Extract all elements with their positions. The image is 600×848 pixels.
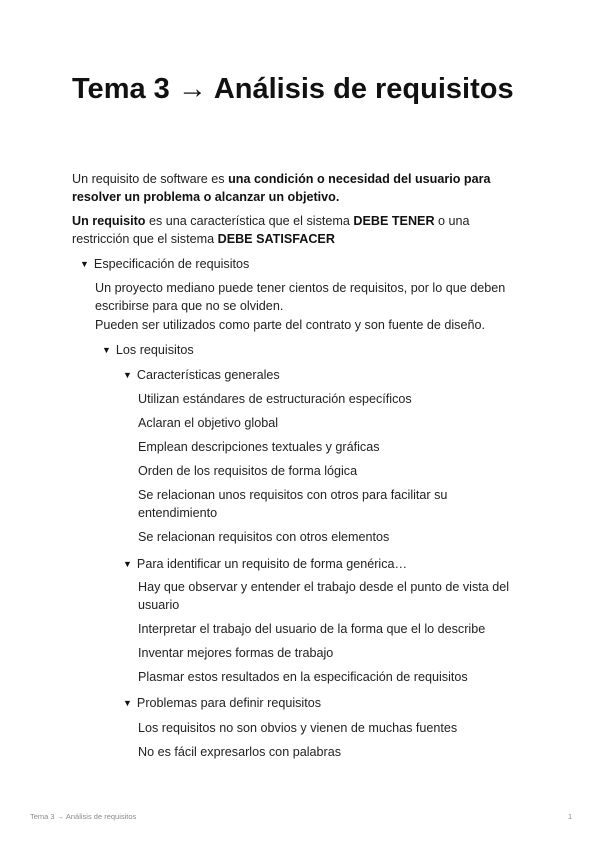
list-item: Hay que observar y entender el trabajo desde el punto de vista del usuario	[138, 580, 510, 612]
footer-title: Tema 3 → Análisis de requisitos	[30, 812, 137, 821]
toggle-problemas-definir[interactable]	[123, 694, 321, 712]
intro-bold: una condición o necesidad del usuario para resolver un problema o alcanzar un objetivo.	[72, 172, 491, 204]
toggle-label: Características generales	[136, 368, 280, 382]
list-item: Los requisitos no son obvios y vienen de muchas fuentes	[138, 721, 458, 735]
page-title: Tema 3 → Análisis de requisitos	[72, 73, 514, 105]
list-item: Emplean descripciones textuales y gráficas	[138, 440, 380, 454]
list-item: Orden de los requisitos de forma lógica	[138, 464, 358, 478]
toggle-identificar-requisito[interactable]	[123, 555, 407, 573]
intro-bold-debe-satisfacer: DEBE SATISFACER	[217, 232, 335, 246]
list-item: Se relacionan requisitos con otros elementos	[138, 530, 390, 544]
list-item: Aclaran el objetivo global	[138, 416, 279, 430]
intro-text: Un requisito de software es	[72, 172, 229, 186]
intro-paragraph-2	[72, 212, 502, 248]
toggle-label: Especificación de requisitos	[93, 257, 250, 271]
toggle-los-requisitos[interactable]	[102, 341, 194, 359]
toggle-especificacion[interactable]	[80, 255, 249, 273]
footer-page-number: 1	[568, 812, 573, 821]
intro-text-2: es una característica que el sistema	[145, 214, 354, 228]
triangle-down-icon[interactable]: ▼	[123, 370, 132, 380]
list-item: Plasmar estos resultados en la especificación de requisitos	[138, 670, 468, 684]
intro-bold-requisito: Un requisito	[72, 214, 146, 228]
triangle-down-icon[interactable]: ▼	[123, 698, 132, 708]
triangle-down-icon[interactable]: ▼	[123, 559, 132, 569]
triangle-down-icon[interactable]: ▼	[102, 345, 111, 355]
toggle-label: Problemas para definir requisitos	[136, 696, 322, 710]
section-text-1: Un proyecto mediano puede tener cientos de requisitos, por lo que deben escribirse para que no se olviden.	[95, 281, 506, 313]
intro-text-3: o una restricción que el sistema	[72, 214, 470, 246]
toggle-label: Los requisitos	[115, 343, 194, 357]
list-item: Interpretar el trabajo del usuario de la forma que el lo describe	[138, 622, 486, 636]
section-text-2: Pueden ser utilizados como parte del contrato y son fuente de diseño.	[95, 318, 485, 332]
triangle-down-icon[interactable]: ▼	[80, 259, 89, 269]
toggle-label: Para identificar un requisito de forma genérica…	[136, 557, 408, 571]
list-item: Utilizan estándares de estructuración específicos	[138, 392, 412, 406]
list-item: Inventar mejores formas de trabajo	[138, 646, 334, 660]
list-item: Se relacionan unos requisitos con otros para facilitar su entendimiento	[138, 488, 448, 520]
intro-bold-debe-tener: DEBE TENER	[353, 214, 435, 228]
list-item: No es fácil expresarlos con palabras	[138, 745, 342, 759]
toggle-caracteristicas-generales[interactable]	[123, 366, 280, 384]
intro-paragraph-1	[72, 170, 502, 206]
